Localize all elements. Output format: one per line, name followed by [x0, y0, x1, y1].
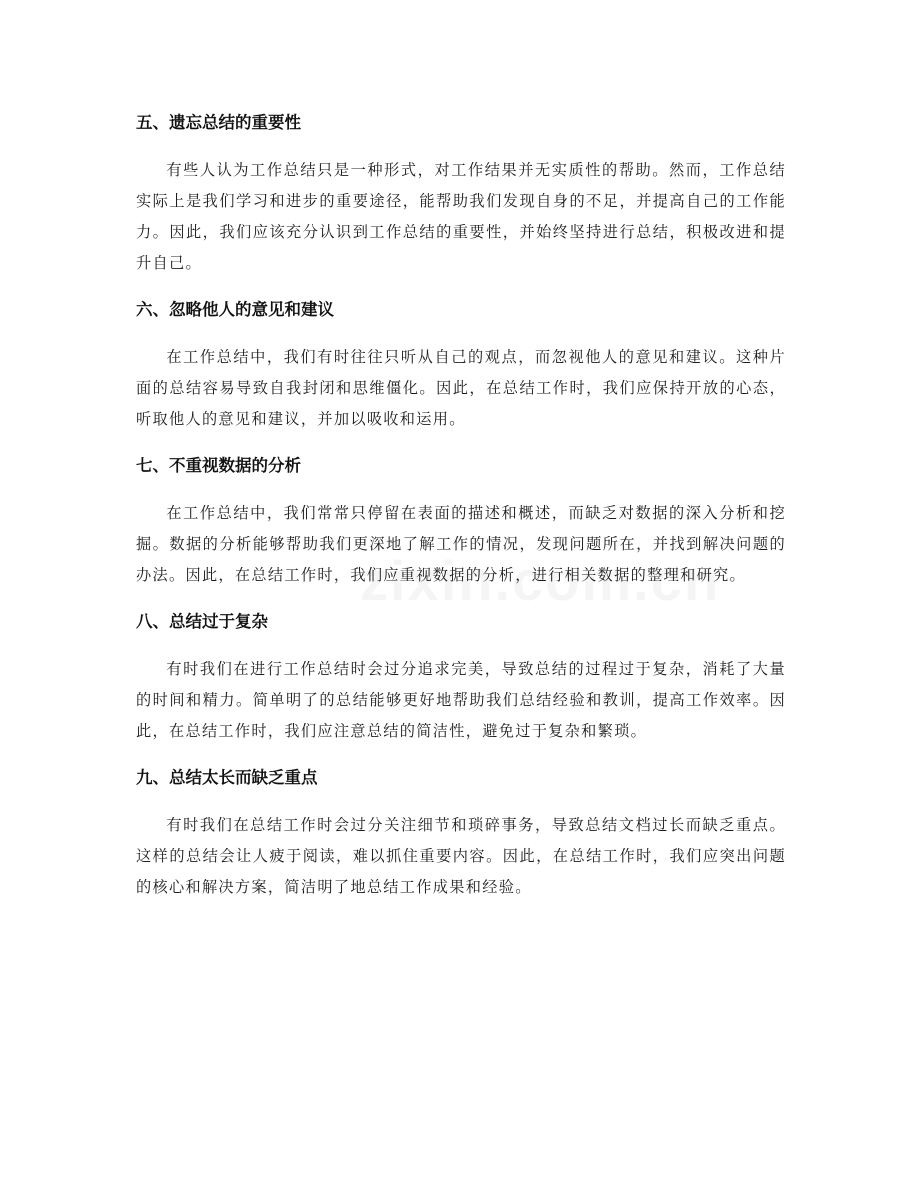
section-heading: 六、忽略他人的意见和建议 — [136, 300, 334, 319]
section-heading: 五、遗忘总结的重要性 — [136, 113, 301, 132]
section-6 — [136, 293, 786, 435]
section-8 — [136, 605, 786, 747]
section-heading: 八、总结过于复杂 — [136, 612, 268, 631]
section-paragraph: 有时我们在进行工作总结时会过分追求完美，导致总结的过程过于复杂，消耗了大量的时间和精力。简单明了的总结能够更好地帮助我们总结经验和教训，提高工作效率。因此，在总结工作时，我们应注意总结的简洁性，避免过于复杂和繁琐。 — [136, 660, 786, 740]
section-paragraph: 在工作总结中，我们有时往往只听从自己的观点，而忽视他人的意见和建议。这种片面的总结容易导致自我封闭和思维僵化。因此，在总结工作时，我们应保持开放的心态，听取他人的意见和建议，并加以吸收和运用。 — [136, 348, 786, 428]
section-9 — [136, 761, 786, 903]
section-heading: 九、总结太长而缺乏重点 — [136, 768, 318, 787]
section-paragraph: 有时我们在总结工作时会过分关注细节和琐碎事务，导致总结文档过长而缺乏重点。这样的总结会让人疲于阅读，难以抓住重要内容。因此，在总结工作时，我们应突出问题的核心和解决方案，简洁明了地总结工作成果和经验。 — [136, 816, 786, 896]
section-5 — [136, 106, 786, 279]
section-7 — [136, 449, 786, 591]
section-heading: 七、不重视数据的分析 — [136, 456, 301, 475]
section-paragraph: 有些人认为工作总结只是一种形式，对工作结果并无实质性的帮助。然而，工作总结实际上是我们学习和进步的重要途径，能帮助我们发现自身的不足，并提高自己的工作能力。因此，我们应该充分认识到工作总结的重要性，并始终坚持进行总结，积极改进和提升自己。 — [136, 161, 786, 272]
section-paragraph: 在工作总结中，我们常常只停留在表面的描述和概述，而缺乏对数据的深入分析和挖掘。数据的分析能够帮助我们更深地了解工作的情况，发现问题所在，并找到解决问题的办法。因此，在总结工作时，我们应重视数据的分析，进行相关数据的整理和研究。 — [136, 504, 786, 584]
document-body — [136, 106, 786, 917]
